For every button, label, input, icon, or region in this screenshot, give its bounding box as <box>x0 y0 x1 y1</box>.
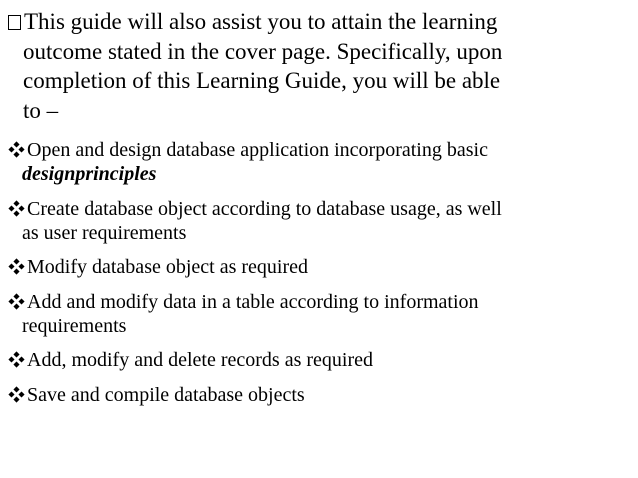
intro-line-2: outcome stated in the cover page. Specifically, upon <box>23 38 503 64</box>
intro-line-1 <box>8 7 633 37</box>
list-item-emphasis: designprinciples <box>22 163 157 185</box>
list-item-line <box>8 383 633 407</box>
list-item-text: Add, modify and delete records as required <box>27 349 373 371</box>
list-item-line <box>8 197 633 221</box>
four-diamond-icon <box>8 200 25 217</box>
list-item-text: Modify database object as required <box>27 256 309 278</box>
list-item <box>8 290 633 338</box>
four-diamond-icon <box>8 258 25 275</box>
list-item-line <box>8 138 633 162</box>
list-item <box>8 138 633 186</box>
list-item-text: Create database object according to database usage, as well <box>27 197 502 220</box>
list-item-line <box>8 348 633 372</box>
four-diamond-icon <box>8 386 25 403</box>
list-item-text-cont: as user requirements <box>22 221 187 244</box>
list-item <box>8 255 633 279</box>
four-diamond-icon <box>8 351 25 368</box>
outcomes-list <box>8 138 633 417</box>
list-item <box>8 348 633 372</box>
list-item <box>8 197 633 245</box>
list-item-line <box>8 255 633 279</box>
list-item <box>8 383 633 407</box>
four-diamond-icon <box>8 293 25 310</box>
list-item-text-cont: requirements <box>22 314 127 337</box>
intro-paragraph <box>8 7 633 125</box>
list-item-line <box>8 290 633 314</box>
list-item-text: Add and modify data in a table according to information <box>27 290 479 313</box>
list-item-text: Save and compile database objects <box>27 383 305 406</box>
hollow-square-icon <box>8 15 21 30</box>
intro-line-1-text: This guide will also assist you to attain the learning <box>24 9 498 34</box>
intro-line-4: to – <box>23 97 59 123</box>
intro-line-3: completion of this Learning Guide, you will be able <box>23 68 501 93</box>
list-item-text: Open and design database application incorporating basic <box>27 139 488 161</box>
four-diamond-icon <box>8 141 25 158</box>
